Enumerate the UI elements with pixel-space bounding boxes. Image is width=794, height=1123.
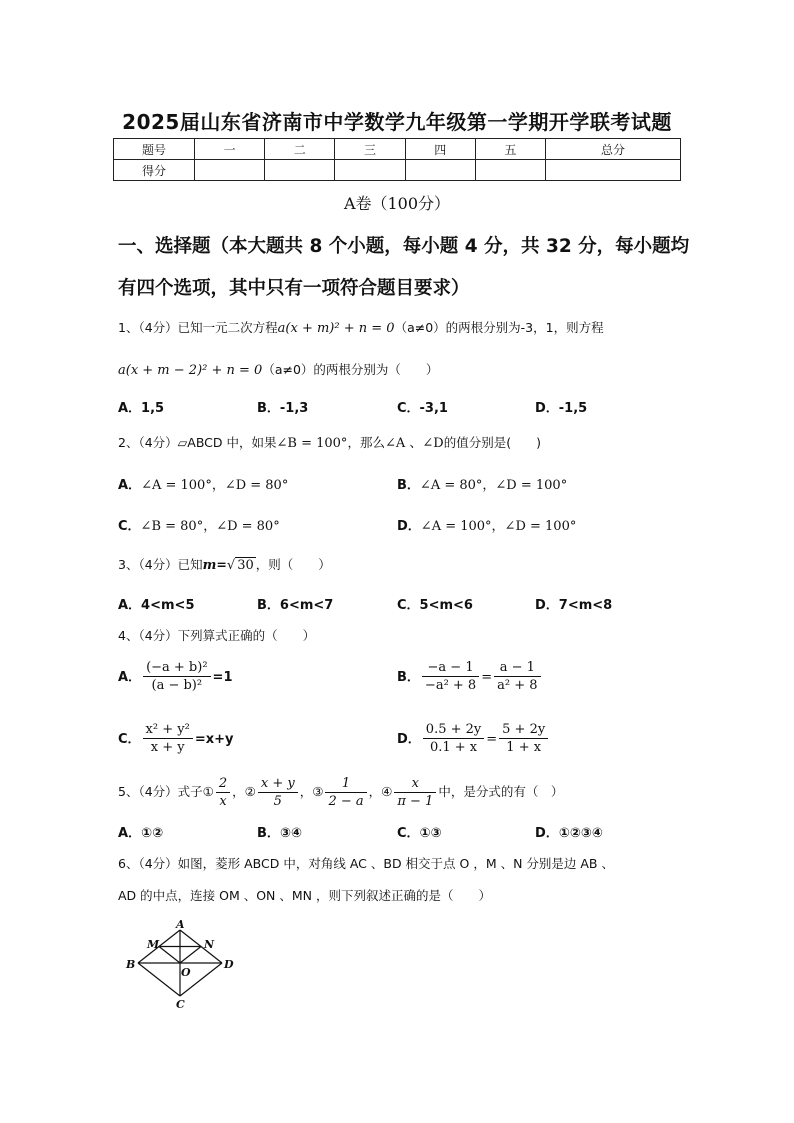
segment-om — [159, 947, 180, 964]
score-table — [113, 138, 681, 181]
q5-option-c[interactable]: C．①③ — [397, 826, 442, 841]
q4-d-fraction-right: $\frac{5 + 2y}{1 + x}$ — [499, 722, 548, 755]
score-cell: 一 — [195, 139, 265, 160]
score-cell: 题号 — [114, 139, 195, 160]
q4-option-a[interactable]: A． $\frac{\text{(−a + b)²}}{\text{(a − b)²}}$ =1 — [118, 660, 233, 693]
q2-option-c[interactable]: C．∠B = 80°，∠D = 80° — [118, 519, 280, 534]
q4-option-b[interactable]: B． $\frac{-a - 1}{\text{−a² + 8}}$ = $\frac{a - 1}{\text{a² + 8}}$ — [397, 660, 543, 693]
score-cell: 四 — [405, 139, 475, 160]
label-d: D — [224, 958, 234, 971]
q2-stem: 2、（4分）▱ABCD 中，如果∠B = 100°，那么∠A 、∠D的值分别是( ) — [118, 435, 541, 451]
q5-fraction-1: $\frac{2}{x}$ — [216, 776, 230, 809]
q1-option-a[interactable]: A．1,5 — [118, 401, 165, 416]
score-input-cell[interactable] — [335, 160, 405, 181]
q6-stem-line2: AD 的中点，连接 OM 、ON 、MN ，则下列叙述正确的是（ ） — [118, 888, 491, 903]
label-o: O — [181, 966, 191, 979]
page-title: 2025届山东省济南市中学数学九年级第一学期开学联考试题 — [122, 110, 672, 134]
q3-option-a[interactable]: A．4<m<5 — [118, 598, 195, 613]
q1-stem-line2: a(x + m − 2)² + n = 0（a≠0）的两根分别为（ ） — [118, 362, 439, 378]
label-m: M — [147, 938, 160, 951]
q5-option-b[interactable]: B．③④ — [257, 826, 302, 841]
q5-stem: 5、（4分）式子① $\frac{2}{x}$ ，② $\frac{x + y}{5}$ ，③ $\frac{1}{2 - a}$ ，④ $\frac{x}{\pi - 1}$ 中，是分式的有（ ） — [118, 776, 564, 809]
q4-b-fraction-left: $\frac{-a - 1}{\text{−a² + 8}}$ — [422, 660, 479, 693]
label-a: A — [176, 918, 185, 931]
rhombus-figure — [120, 918, 240, 1010]
q1-option-d[interactable]: D．-1,5 — [535, 401, 588, 416]
score-table-score-row — [114, 160, 681, 181]
score-cell: 三 — [335, 139, 405, 160]
segment-on — [180, 947, 201, 964]
score-input-cell[interactable] — [195, 160, 265, 181]
q5-option-d[interactable]: D．①②③④ — [535, 826, 603, 841]
score-input-cell[interactable] — [405, 160, 475, 181]
q1-equation2: a(x + m − 2)² + n = 0 — [118, 363, 263, 378]
part-heading-line1: 一、选择题（本大题共 8 个小题，每小题 4 分，共 32 分，每小题均 — [118, 236, 690, 257]
q5-fraction-3: $\frac{1}{2 - a}$ — [325, 776, 366, 809]
edge-bc — [138, 963, 180, 996]
q5-fraction-4: $\frac{x}{\pi - 1}$ — [394, 776, 436, 809]
label-b: B — [126, 958, 136, 971]
q3-option-c[interactable]: C．5<m<6 — [397, 598, 473, 613]
score-table-header-row — [114, 139, 681, 160]
score-input-cell[interactable] — [475, 160, 545, 181]
q4-d-fraction-left: $\frac{0.5 + 2y}{0.1 + x}$ — [423, 722, 484, 755]
q4-b-fraction-right: $\frac{a - 1}{\text{a² + 8}}$ — [494, 660, 540, 693]
score-cell: 总分 — [546, 139, 681, 160]
q1-stem-line1: 1、（4分）已知一元二次方程a(x + m)² + n = 0（a≠0）的两根分别为-3，1，则方程 — [118, 320, 604, 336]
score-input-cell[interactable] — [546, 160, 681, 181]
q4-stem: 4、（4分）下列算式正确的（ ） — [118, 628, 316, 643]
q1-equation1: a(x + m)² + n = 0 — [277, 321, 395, 336]
q1-option-c[interactable]: C．-3,1 — [397, 401, 448, 416]
q3-radicand: 30 — [237, 558, 254, 573]
q5-option-a[interactable]: A．①② — [118, 826, 164, 841]
q3-option-b[interactable]: B．6<m<7 — [257, 598, 334, 613]
section-title: A卷（100分） — [343, 194, 451, 213]
q4-a-fraction: $\frac{\text{(−a + b)²}}{\text{(a − b)²}}$ — [143, 660, 210, 693]
part-heading-line2: 有四个选项，其中只有一项符合题目要求） — [118, 278, 470, 299]
q4-option-d[interactable]: D． $\frac{0.5 + 2y}{0.1 + x}$ = $\frac{5 + 2y}{1 + x}$ — [397, 722, 550, 755]
score-cell: 二 — [265, 139, 335, 160]
q3-option-d[interactable]: D．7<m<8 — [535, 598, 613, 613]
q3-stem: 3、（4分）已知m=√ 30 ，则（ ） — [118, 557, 331, 573]
q1-option-b[interactable]: B．-1,3 — [257, 401, 309, 416]
score-input-cell[interactable] — [265, 160, 335, 181]
q2-option-a[interactable]: A．∠A = 100°，∠D = 80° — [118, 478, 289, 493]
label-n: N — [204, 938, 215, 951]
q5-fraction-2: $\frac{x + y}{5}$ — [258, 776, 298, 809]
label-c: C — [176, 998, 185, 1010]
score-cell: 得分 — [114, 160, 195, 181]
q4-c-fraction: $\frac{\text{x² + y²}}{x + y}$ — [143, 722, 193, 755]
q4-option-c[interactable]: C． $\frac{\text{x² + y²}}{x + y}$ =x+y — [118, 722, 234, 755]
score-cell: 五 — [475, 139, 545, 160]
q2-option-d[interactable]: D．∠A = 100°，∠D = 100° — [397, 519, 577, 534]
q2-option-b[interactable]: B．∠A = 80°，∠D = 100° — [397, 478, 568, 493]
q6-stem-line1: 6、（4分）如图，菱形 ABCD 中，对角线 AC 、BD 相交于点 O ，M 、N 分别是边 AB 、 — [118, 856, 614, 871]
